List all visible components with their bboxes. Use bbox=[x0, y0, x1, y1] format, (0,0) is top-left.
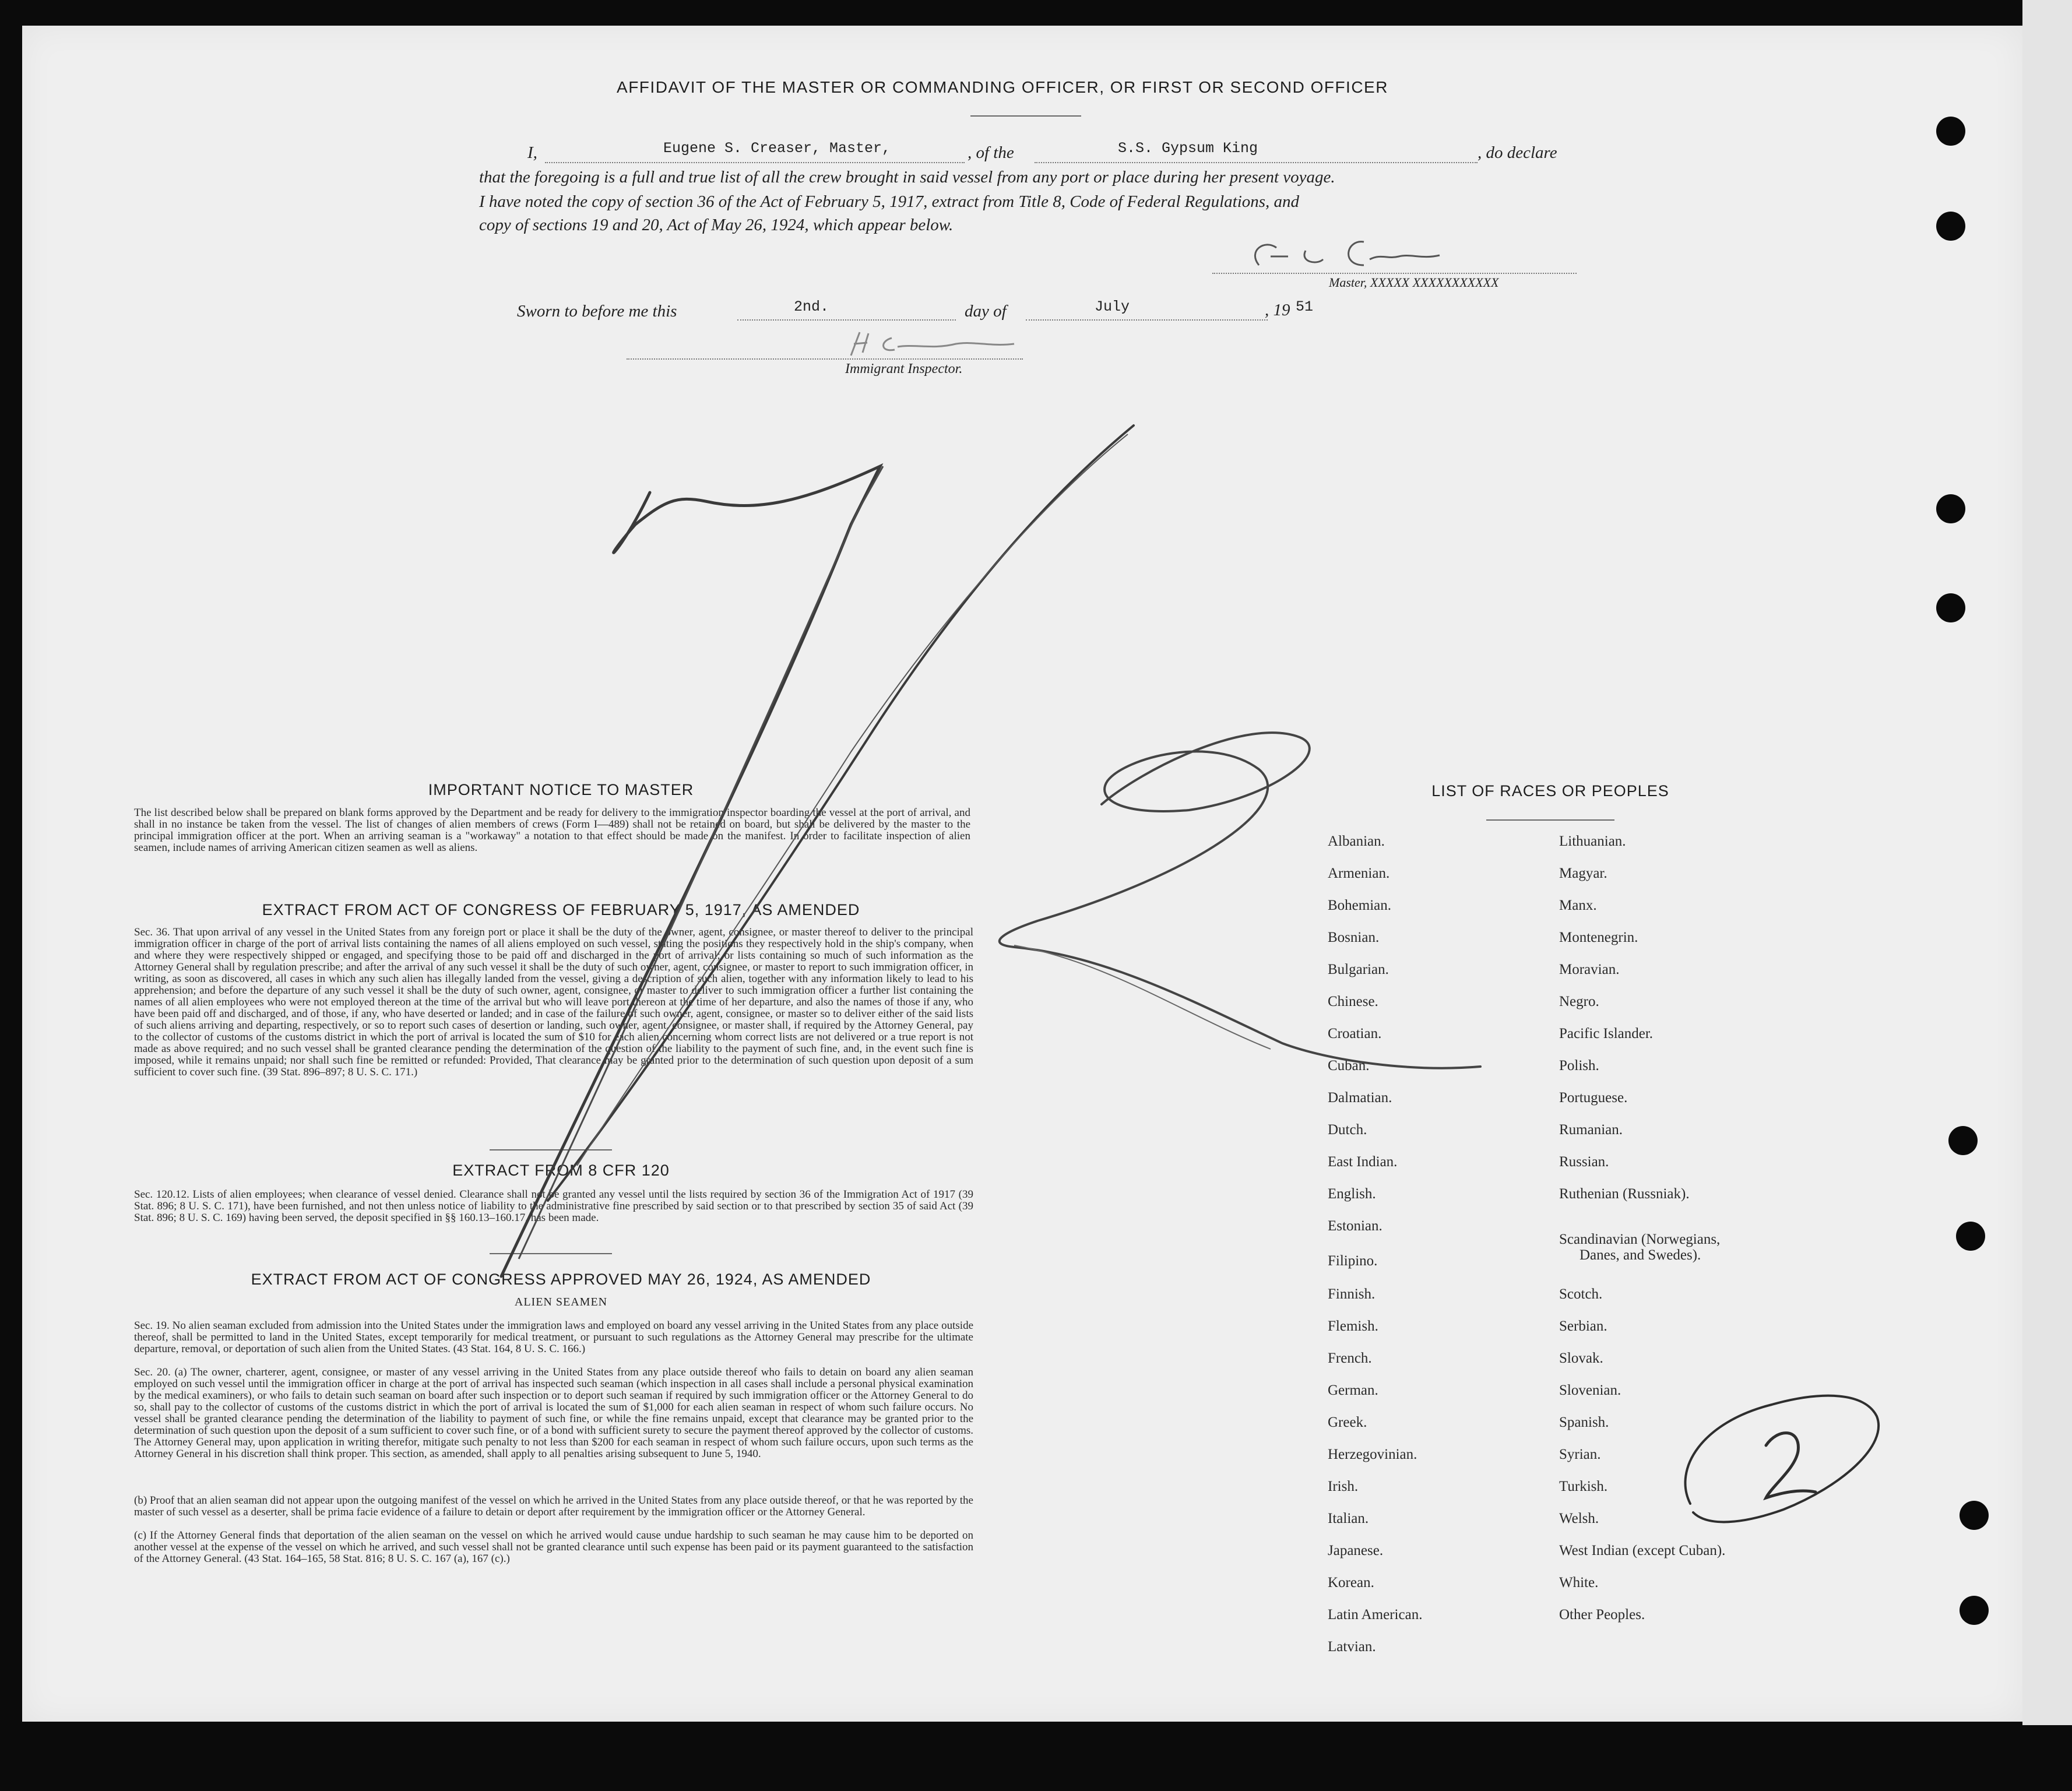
sworn-day-line bbox=[737, 319, 956, 321]
race-item: Montenegrin. bbox=[1559, 930, 1638, 945]
race-item: Flemish. bbox=[1328, 1318, 1378, 1334]
race-item: Armenian. bbox=[1328, 865, 1390, 881]
sworn-day-of: day of bbox=[965, 302, 1007, 321]
race-item: Portuguese. bbox=[1559, 1090, 1628, 1106]
race-item: Turkish. bbox=[1559, 1479, 1608, 1494]
race-item: Estonian. bbox=[1328, 1218, 1382, 1234]
race-item: Negro. bbox=[1559, 994, 1599, 1009]
inspector-signature-line bbox=[627, 358, 1023, 360]
section-rule bbox=[490, 1149, 612, 1150]
officer-caption: Master, XXXXX XXXXXXXXXXX bbox=[1329, 275, 1499, 290]
extract-1917-text: Sec. 36. That upon arrival of any vessel in the United States from any foreign port or place it shall be the duty of the owner, agent, consignee, or master thereof to deliver to the principal immigration officer in charge of the port of arrival lists containing the names of all aliens employed on such vessel, stating the positions they respectively hold in the ship's company, when and where they were respectively shipped or engaged, and specifying those to be paid off and discharged in the port of arrival; or lists containing so much of such information as the Attorney General shall by regulation prescribe; and after the arrival of any such vessel it shall be the duty of such owner, agent, consignee, or master to report to such immigration officer, in writing, as soon as discovered, all cases in which any such alien has illegally landed from the vessel, giving a description of such alien, together with any information likely to lead to his apprehension; and before the departure of any such vessel it shall be the duty of such owner, agent, consignee, or master to deliver to such immigration officer a further list containing the names of all alien employees who were not employed thereon at the time of the arrival but who will leave port thereon at the time of her departure, and also the names of those if any, who have been paid off and discharged, and of those, if any, who have deserted or landed; and in case of the failure of such owner, agent, consignee, or master so to deliver either of the said lists of such aliens arriving and departing, respectively, or so to report such cases of desertion or landing, such owner, agent, consignee, or master shall, if required by the Attorney General, pay to the collector of customs of the customs district in which the port of arrival is located the sum of $10 for each alien concerning whom correct lists are not delivered or a true report is not made as above required; and no such vessel shall be granted clearance pending the determination of the question of the liability to the payment of such fine, and, in the event such fine is imposed, while it remains unpaid; nor shall such fine be remitted or refunded: Provided, That clearance may be granted prior to the determination of such question upon deposit of a sum sufficient to cover such fine. (39 Stat. 896–897; 8 U. S. C. 171.) bbox=[134, 926, 973, 1078]
extract-1924-sec20b: (b) Proof that an alien seaman did not appear upon the outgoing manifest of the vessel on which he arrived in the United States from any place outside thereof, or that he was reported by the master of such vessel as a deserter, shall be prima facie evidence of a failure to detain or deport after requirement by the immigration officer or the Attorney General. bbox=[134, 1494, 973, 1518]
race-item: Other Peoples. bbox=[1559, 1607, 1645, 1623]
section-rule bbox=[490, 1253, 612, 1254]
race-item: Polish. bbox=[1559, 1058, 1599, 1074]
affidavit-do-declare: , do declare bbox=[1478, 143, 1557, 162]
binder-hole bbox=[1936, 117, 1965, 146]
race-item: Croatian. bbox=[1328, 1026, 1382, 1041]
circled-number-2 bbox=[1667, 1387, 1888, 1533]
race-item: French. bbox=[1328, 1350, 1372, 1366]
race-item: Ruthenian (Russniak). bbox=[1559, 1186, 1690, 1202]
affidavit-title: AFFIDAVIT OF THE MASTER OR COMMANDING OFFICER, OR FIRST OR SECOND OFFICER bbox=[617, 78, 1388, 96]
sworn-label: Sworn to before me this bbox=[517, 302, 677, 321]
race-item: Latvian. bbox=[1328, 1639, 1376, 1655]
race-item: Russian. bbox=[1559, 1154, 1609, 1170]
binder-hole bbox=[1960, 1501, 1989, 1530]
race-item: Syrian. bbox=[1559, 1447, 1601, 1462]
race-item: Moravian. bbox=[1559, 962, 1620, 977]
extract-1917-heading: EXTRACT FROM ACT OF CONGRESS OF FEBRUARY 5, 1917, AS AMENDED bbox=[262, 901, 860, 919]
vessel-line bbox=[1035, 162, 1478, 163]
inspector-caption: Immigrant Inspector. bbox=[845, 361, 963, 377]
races-heading: LIST OF RACES OR PEOPLES bbox=[1431, 782, 1669, 800]
race-item: Cuban. bbox=[1328, 1058, 1370, 1074]
race-item: German. bbox=[1328, 1382, 1378, 1398]
race-item: Filipino. bbox=[1328, 1253, 1378, 1269]
notice-text: The list described below shall be prepared on blank forms approved by the Department and be ready for delivery to the immigration inspector boarding the vessel at the port of arrival, and shall in no instance be taken from the vessel. The list of changes of alien members of crews (Form I—489) shall not be retained on board, but shall be delivered by the master to the principal immigration officer at the port. When an arriving seaman is a "workaway" a notation to that effect should be made on the manifest. In order to facilitate inspection of alien seamen, include names of arriving American citizen seamen as well as aliens. bbox=[134, 807, 970, 854]
race-item: Manx. bbox=[1559, 898, 1597, 913]
race-item: Slovenian. bbox=[1559, 1382, 1621, 1398]
race-item: Welsh. bbox=[1559, 1511, 1599, 1526]
affidavit-of-the: , of the bbox=[968, 143, 1014, 162]
extract-1924-sec20c: (c) If the Attorney General finds that deportation of the alien seaman on the vessel on which he arrived would cause undue hardship to such seaman he may cause him to be deported on another vessel at the expense of the vessel on which he arrived, and such vessel shall not be granted clearance until such expense has been paid or its payment guaranteed to the satisfaction of the Attorney General. (43 Stat. 164–165, 58 Stat. 816; 8 U. S. C. 167 (a), 167 (c).) bbox=[134, 1529, 973, 1565]
race-item: English. bbox=[1328, 1186, 1376, 1202]
race-item: Albanian. bbox=[1328, 833, 1385, 849]
declarant-line bbox=[545, 162, 965, 163]
title-rule bbox=[970, 115, 1081, 117]
cfr120-heading: EXTRACT FROM 8 CFR 120 bbox=[452, 1162, 670, 1179]
race-item: Bosnian. bbox=[1328, 930, 1380, 945]
race-item: Serbian. bbox=[1559, 1318, 1607, 1334]
affidavit-line-2: that the foregoing is a full and true list of all the crew brought in said vessel from any port or place during her present voyage. bbox=[479, 168, 1335, 187]
race-item: Slovak. bbox=[1559, 1350, 1603, 1366]
extract-1924-sec20a: Sec. 20. (a) The owner, charterer, agent, consignee, or master of any vessel arriving in the United States from any place outside thereof who fails to detain on board any alien seaman employed on such vessel until the immigration officer in charge at the port of arrival has inspected such seaman (which inspection in all cases shall include a personal physical examination by the medical examiners), or who fails to detain such seaman on board after such inspection or to deport such seaman if required by such immigration officer or the Attorney General to do so, shall pay to the collector of customs of the customs district in which the port of arrival is located the sum of $1,000 for each alien seaman in respect of whom such failure occurs. No vessel shall be granted clearance pending the determination of the liability to payment of such fine, or while the fine remains unpaid, except that clearance may be granted prior to the determination of such question upon the deposit of a sum sufficient to cover such fine, or of a bond with sufficient surety to secure the payment thereof approved by the collector of customs. The Attorney General may, upon application in writing therefor, mitigate such penalty to not less than $200 for each seaman in respect of whom such failure occurs, upon such terms as the Attorney General in his discretion shall think proper. This section, as amended, shall apply to all penalties arising subsequent to June 5, 1940. bbox=[134, 1366, 973, 1460]
sworn-month: July bbox=[1095, 298, 1130, 315]
race-item: West Indian (except Cuban). bbox=[1559, 1543, 1726, 1558]
race-item: Spanish. bbox=[1559, 1414, 1609, 1430]
race-item: Lithuanian. bbox=[1559, 833, 1626, 849]
notice-heading: IMPORTANT NOTICE TO MASTER bbox=[428, 781, 694, 798]
affidavit-line-4: copy of sections 19 and 20, Act of May 26, 1924, which appear below. bbox=[479, 216, 954, 234]
binder-hole bbox=[1960, 1596, 1989, 1625]
race-item: Dalmatian. bbox=[1328, 1090, 1392, 1106]
race-item: Herzegovinian. bbox=[1328, 1447, 1417, 1462]
extract-1924-sec19: Sec. 19. No alien seaman excluded from admission into the United States under the immigration laws and employed on board any vessel arriving in the United States from any place outside thereof, shall be permitted to land in the United States, except temporarily for medical treatment, or pursuant to such regulations as the Attorney General may prescribe for the ultimate departure, removal, or deportation of such alien from the United States. (43 Stat. 164, 8 U. S. C. 166.) bbox=[134, 1320, 973, 1355]
race-item: Korean. bbox=[1328, 1575, 1374, 1591]
race-item: White. bbox=[1559, 1575, 1599, 1591]
race-item: Pacific Islander. bbox=[1559, 1026, 1654, 1041]
race-item: Dutch. bbox=[1328, 1122, 1367, 1138]
race-item: Rumanian. bbox=[1559, 1122, 1623, 1138]
affidavit-line-3: I have noted the copy of section 36 of the Act of February 5, 1917, extract from Title 8, Code of Federal Regulations, and bbox=[479, 192, 1300, 211]
affidavit-i: I, bbox=[527, 143, 537, 162]
race-item: Irish. bbox=[1328, 1479, 1359, 1494]
extract-1924-subheading: ALIEN SEAMEN bbox=[514, 1296, 608, 1308]
cfr120-text: Sec. 120.12. Lists of alien employees; when clearance of vessel denied. Clearance shall not be granted any vessel until the lists required by section 36 of the Immigration Act of 1917 (39 Stat. 896; 8 U. S. C. 171), have been furnished, and not then unless notice of liability to the administrative fine prescribed by said section or to that prescribed by section 35 of said Act (39 Stat. 896; 8 U. S. C. 169) having been served, the deposit specified in §§ 160.13–160.17, has been made. bbox=[134, 1188, 973, 1224]
race-item: East Indian. bbox=[1328, 1154, 1398, 1170]
binder-hole bbox=[1948, 1126, 1978, 1155]
race-item: Bulgarian. bbox=[1328, 962, 1389, 977]
race-item: Greek. bbox=[1328, 1414, 1367, 1430]
binder-hole bbox=[1936, 212, 1965, 241]
race-item: Chinese. bbox=[1328, 994, 1378, 1009]
sworn-year: 51 bbox=[1296, 298, 1314, 315]
race-item: Finnish. bbox=[1328, 1286, 1376, 1302]
extract-1924-heading: EXTRACT FROM ACT OF CONGRESS APPROVED MAY 26, 1924, AS AMENDED bbox=[251, 1271, 871, 1288]
sworn-day: 2nd. bbox=[794, 298, 829, 315]
races-rule bbox=[1486, 819, 1614, 821]
sworn-month-line bbox=[1026, 319, 1268, 321]
master-signature-line bbox=[1212, 273, 1577, 274]
race-item: Scandinavian (Norwegians, bbox=[1559, 1231, 1721, 1247]
race-item: Magyar. bbox=[1559, 865, 1607, 881]
page-edge bbox=[2022, 0, 2072, 1725]
race-item: Bohemian. bbox=[1328, 898, 1392, 913]
binder-hole bbox=[1936, 593, 1965, 622]
race-item: Italian. bbox=[1328, 1511, 1369, 1526]
race-item: Scotch. bbox=[1559, 1286, 1603, 1302]
race-item: Danes, and Swedes). bbox=[1579, 1247, 1701, 1263]
inspector-signature bbox=[839, 326, 1037, 361]
sworn-year-prefix: , 19 bbox=[1265, 301, 1290, 319]
binder-hole bbox=[1936, 494, 1965, 523]
vessel-name: S.S. Gypsum King bbox=[1118, 140, 1258, 157]
declarant-name: Eugene S. Creaser, Master, bbox=[663, 140, 891, 157]
race-item: Japanese. bbox=[1328, 1543, 1384, 1558]
binder-hole bbox=[1956, 1222, 1985, 1251]
race-item: Latin American. bbox=[1328, 1607, 1423, 1623]
races-left-column bbox=[1328, 833, 1549, 1673]
